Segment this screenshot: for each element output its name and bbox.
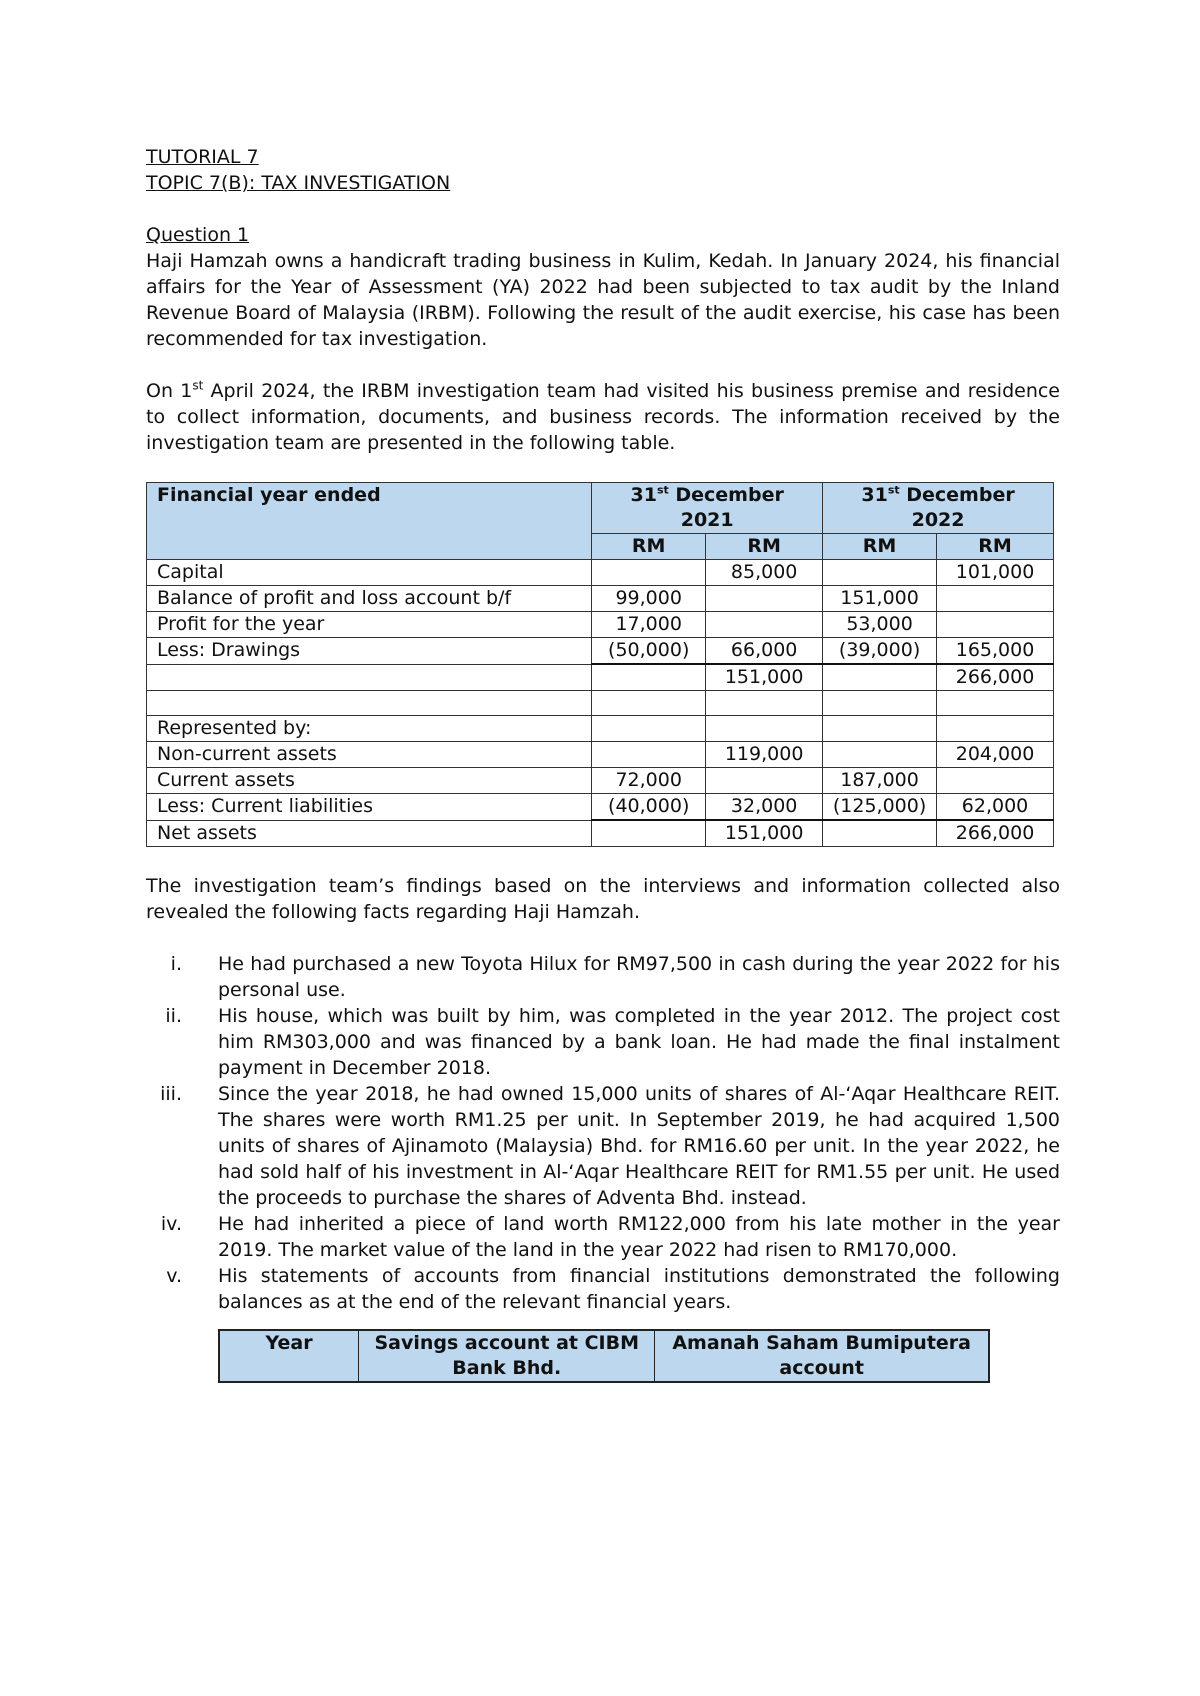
header-asb-account: Amanah Saham Bumiputera account bbox=[655, 1330, 989, 1382]
currency-header: RM bbox=[592, 534, 706, 560]
topic-title: TOPIC 7(B): TAX INVESTIGATION bbox=[146, 172, 451, 194]
amount-cell bbox=[937, 691, 1054, 716]
amount-cell: 101,000 bbox=[937, 560, 1054, 586]
amount-cell bbox=[706, 586, 823, 612]
item-text: His house, which was built by him, was completed in the year 2012. The project cost him RM303,000 and was financed by a bank loan. He had made the final instalment payment in December 2018. bbox=[218, 1005, 1060, 1079]
amount-cell: 119,000 bbox=[706, 742, 823, 768]
table-row bbox=[147, 768, 1054, 794]
header-period-2021: 31st December 2021 bbox=[592, 483, 823, 534]
amount-cell: 85,000 bbox=[706, 560, 823, 586]
currency-header: RM bbox=[937, 534, 1054, 560]
item-numeral: v. bbox=[166, 1265, 182, 1287]
amount-cell bbox=[592, 664, 706, 691]
amount-cell: 62,000 bbox=[937, 794, 1054, 821]
table-row bbox=[147, 664, 1054, 691]
amount-cell: 266,000 bbox=[937, 820, 1054, 847]
amount-cell: (125,000) bbox=[823, 794, 937, 821]
amount-cell: 204,000 bbox=[937, 742, 1054, 768]
visit-paragraph bbox=[146, 378, 1060, 456]
amount-cell bbox=[592, 691, 706, 716]
row-label: Less: Current liabilities bbox=[147, 794, 592, 821]
item-numeral: iii. bbox=[160, 1083, 182, 1105]
amount-cell bbox=[937, 586, 1054, 612]
item-text: He had inherited a piece of land worth RM122,000 from his late mother in the year 2019. The market value of the land in the year 2022 had risen to RM170,000. bbox=[218, 1213, 1060, 1261]
amount-cell bbox=[706, 716, 823, 742]
item-numeral: ii. bbox=[165, 1005, 182, 1027]
table-row bbox=[147, 612, 1054, 638]
row-label: Profit for the year bbox=[147, 612, 592, 638]
amount-cell bbox=[592, 742, 706, 768]
ordinal-suffix: st bbox=[192, 378, 204, 393]
amount-cell bbox=[823, 560, 937, 586]
financial-table bbox=[146, 482, 1054, 847]
item-text: His statements of accounts from financial institutions demonstrated the following balances as at the end of the relevant financial years. bbox=[218, 1265, 1060, 1313]
row-label bbox=[147, 691, 592, 716]
header-financial-year: Financial year ended bbox=[147, 483, 592, 560]
row-label: Net assets bbox=[147, 820, 592, 847]
item-text: Since the year 2018, he had owned 15,000 units of shares of Al-‘Aqar Healthcare REIT. The shares were worth RM1.25 per unit. In September 2019, he had acquired 1,500 units of shares of Ajinamoto (Malaysia) Bhd. for RM16.60 per unit. In the year 2022, he had sold half of his investment in Al-‘Aqar Healthcare REIT for RM1.55 per unit. He used the proceeds to purchase the shares of Adventa Bhd. instead. bbox=[218, 1083, 1060, 1209]
list-item bbox=[146, 1081, 1060, 1211]
item-numeral: i. bbox=[170, 953, 182, 975]
findings-list bbox=[146, 951, 1060, 1315]
amount-cell bbox=[823, 820, 937, 847]
amount-cell: 266,000 bbox=[937, 664, 1054, 691]
currency-header: RM bbox=[823, 534, 937, 560]
amount-cell bbox=[823, 664, 937, 691]
row-label: Represented by: bbox=[147, 716, 592, 742]
amount-cell: 99,000 bbox=[592, 586, 706, 612]
amount-cell: 151,000 bbox=[823, 586, 937, 612]
amount-cell bbox=[592, 716, 706, 742]
findings-paragraph: The investigation team’s findings based on the interviews and information collected also revealed the following facts regarding Haji Hamzah. bbox=[146, 875, 1060, 923]
table-row bbox=[147, 638, 1054, 665]
amount-cell: (39,000) bbox=[823, 638, 937, 665]
table-row bbox=[147, 560, 1054, 586]
question-heading: Question 1 bbox=[146, 224, 250, 246]
amount-cell: (50,000) bbox=[592, 638, 706, 665]
amount-cell bbox=[937, 768, 1054, 794]
amount-cell bbox=[937, 612, 1054, 638]
table-row bbox=[147, 820, 1054, 847]
amount-cell: 66,000 bbox=[706, 638, 823, 665]
document-page bbox=[146, 144, 1060, 1383]
balances-table bbox=[218, 1329, 990, 1383]
text: April 2024, the IRBM investigation team had visited his business premise and residence to collect information, documents, and business records. The information received by the investigation team are presented in the following table. bbox=[146, 380, 1060, 454]
table-row bbox=[147, 794, 1054, 821]
amount-cell: 53,000 bbox=[823, 612, 937, 638]
amount-cell bbox=[823, 742, 937, 768]
amount-cell bbox=[706, 768, 823, 794]
currency-header: RM bbox=[706, 534, 823, 560]
amount-cell: (40,000) bbox=[592, 794, 706, 821]
amount-cell bbox=[823, 716, 937, 742]
item-text: He had purchased a new Toyota Hilux for RM97,500 in cash during the year 2022 for his personal use. bbox=[218, 953, 1060, 1001]
table-row bbox=[147, 716, 1054, 742]
amount-cell: 17,000 bbox=[592, 612, 706, 638]
amount-cell bbox=[706, 612, 823, 638]
amount-cell: 151,000 bbox=[706, 664, 823, 691]
text: On 1 bbox=[146, 380, 193, 402]
row-label bbox=[147, 664, 592, 691]
header-year: Year bbox=[219, 1330, 359, 1382]
amount-cell bbox=[706, 691, 823, 716]
amount-cell: 72,000 bbox=[592, 768, 706, 794]
amount-cell: 32,000 bbox=[706, 794, 823, 821]
row-label: Capital bbox=[147, 560, 592, 586]
row-label: Current assets bbox=[147, 768, 592, 794]
list-item bbox=[146, 951, 1060, 1003]
amount-cell bbox=[592, 820, 706, 847]
amount-cell bbox=[937, 716, 1054, 742]
amount-cell bbox=[592, 560, 706, 586]
header-savings-account: Savings account at CIBM Bank Bhd. bbox=[359, 1330, 655, 1382]
row-label: Non-current assets bbox=[147, 742, 592, 768]
amount-cell: 187,000 bbox=[823, 768, 937, 794]
header-period-2022: 31st December 2022 bbox=[823, 483, 1054, 534]
row-label: Less: Drawings bbox=[147, 638, 592, 665]
amount-cell: 165,000 bbox=[937, 638, 1054, 665]
amount-cell: 151,000 bbox=[706, 820, 823, 847]
list-item bbox=[146, 1211, 1060, 1263]
table-row bbox=[147, 742, 1054, 768]
table-row bbox=[147, 586, 1054, 612]
tutorial-title: TUTORIAL 7 bbox=[146, 146, 259, 168]
list-item bbox=[146, 1263, 1060, 1315]
table-row bbox=[147, 691, 1054, 716]
intro-paragraph: Haji Hamzah owns a handicraft trading business in Kulim, Kedah. In January 2024, his financial affairs for the Year of Assessment (YA) 2022 had been subjected to tax audit by the Inland Revenue Board of Malaysia (IRBM). Following the result of the audit exercise, his case has been recommended for tax investigation. bbox=[146, 250, 1060, 350]
row-label: Balance of profit and loss account b/f bbox=[147, 586, 592, 612]
list-item bbox=[146, 1003, 1060, 1081]
amount-cell bbox=[823, 691, 937, 716]
item-numeral: iv. bbox=[160, 1213, 182, 1235]
